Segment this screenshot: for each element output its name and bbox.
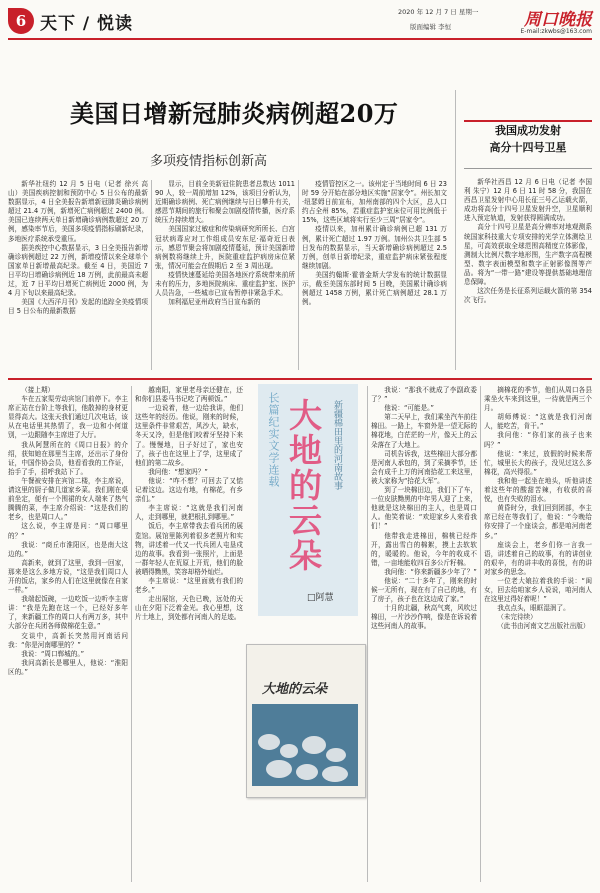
- column-rule: [151, 180, 152, 370]
- page-number: 6: [8, 8, 34, 34]
- column-rule: [455, 90, 456, 370]
- side-headline-line-2: 高分十四号卫星: [489, 141, 567, 154]
- email-line: E-mail:zkwbs@163.com: [520, 28, 592, 35]
- feature-col-3: 我说：“那我不就成了李副政委了？” 他说：“可能是。” 第二天早上，我们乘坐汽车前往棉田。一路上，车窗外是一望无际的棉花地，白茫茫的一片，像天上的云朵落在了大地上。 司机告诉我，这些棉田大部分都是河南人承包的，到了采摘季节，还会有成千上万的河南拾花工来这里，被大家称为“拾花大军”。 到了一块棉田边，我们下了车，一位皮肤黝黑的中年男人迎了上来，他就是这块棉田的主人，也是周口人。他笑着说：“欢迎家乡人来看我们！” 他带我走进棉田，棉桃已经炸开，露出雪白的棉絮，摸上去软软的，暖暖的。他说，今年的收成不错，一亩地能收四百多公斤籽棉。 我问他：“你来新疆多少年了？” 他说：“二十多年了，刚来的时候一无所有，现在有了自己的地，有了房子，孩子也在这边成了家。” 十月的北疆，秋高气爽，风吹过棉田，一片沙沙作响，像是在诉说着这些河南人的故事。: [371, 386, 477, 631]
- column-rule: [480, 386, 481, 882]
- column-rule: [298, 180, 299, 370]
- series-tag: 长篇纪实文学连载: [267, 392, 280, 488]
- date-line: 2020 年 12 月 7 日 星期一: [398, 8, 479, 16]
- main-story-col-3: 疫情管控区之一。该州定于当地时间 6 日 23 时 59 分开始在部分地区实施“居家令”。州长加文·纽瑟姆日前宣布，加州南部的四个大区，总人口约占全州 85%，若重症监护室床位可用比例低于 15%，这些区域将实行至少三周“居家令”。 疫情以来，加州累计确诊病例已超 131 万例，累计死亡超过 1.97 万例。加州公共卫生部 5 日发布的数据显示，当天新增确诊病例超过 2.5 万例，创单日新增纪录，重症监护病床紧张程度继续加剧。 美国约翰斯·霍普金斯大学发布的统计数据显示，截至美国东部时间 5 日晚，美国累计确诊病例超过 1458 万例，累计死亡病例超过 28.1 万例。: [302, 180, 447, 307]
- column-rule: [367, 386, 368, 882]
- column-rule: [131, 386, 132, 882]
- side-headline-line-1: 我国成功发射: [495, 124, 561, 137]
- side-story-body: 新华社西昌 12 月 6 日电（记者 李国利 朱宁）12 月 6 日 11 时 58 分，我国在西昌卫星发射中心用长征三号乙运载火箭，成功将高分十四号卫星发射升空，卫星顺利进入预定轨道，发射获得圆满成功。 高分十四号卫星是高分辨率对地观测系统国家科技重大专项安排的光学立体测绘卫星，可高效获取全球范围高精度立体影像，测制大比例尺数字地形图，生产数字高程模型、数字表面模型和数字正射影像图等产品。将为“一带一路”建设等提供基础地理信息保障。 这次任务是长征系列运载火箭的第 354 次飞行。: [464, 178, 592, 305]
- book-title: 大地的云朵: [284, 398, 323, 573]
- main-story-col-1: 新华社纽约 12 月 5 日电（记者 徐兴 高山）美国疾病控制和预防中心 5 日公布的最新数据显示，4 日全美报告新增新冠肺炎确诊病例超过 21.4 万例，新增死亡病例超过 2400 例。美国已连续两天单日新增确诊病例数超过 20 万例，感染率节后，美国多项疫情指标刷新纪录，多地医疗系统承受重压。 据美疾控中心数据显示，3 日全美报告新增确诊病例超过 22 万例，新增疫情以来全球单个国家单日新增最高纪录。截至 4 日，美国近 7 日平均日增确诊病例近 18 万例，此前最高未超过，近 7 日平均日增死亡病例近 2000 例，为 4 月下旬以来最高纪录。 美国《大西洋月刊》发起的追踪全美疫情项目 5 日公布的最新数据: [8, 180, 148, 316]
- cover-illustration: [252, 704, 358, 786]
- section-title: 天下 / 悦读: [40, 14, 134, 34]
- book-author: □阿慧: [307, 593, 334, 603]
- book-subtitle: 新疆棉田里的河南故事: [332, 400, 342, 490]
- feature-col-4: 摘棉花的季节，他们从周口各县乘坐火车来到这里，一待就是两三个月。 胡师傅说：“这就是我们河南人，能吃苦，肯干。” 我问他：“你们家的孩子也来吗？” 他说：“来过，放假的时候来帮忙，城里长大的孩子，没见过这么多棉花，高兴得很。” 我和他一起坐在地头，听他讲述着这些年的酸甜苦辣，有收获的喜悦，也有失败的泪水。 黄昏时分，我们回到团部，李主席已经在等我们了，他说：“今晚给你安排了一个座谈会，都是咱河南老乡。” 座谈会上，老乡们你一言我一语，讲述着自己的故事，有的讲创业的艰辛，有的讲丰收的喜悦，有的讲对家乡的思念。 一位老大娘拉着我的手说：“闺女，回去给咱家乡人说说，咱河南人在这里过得好着呢！” 我点点头，眼眶湿润了。 （未完待续） （此书由河南文艺出版社出版）: [484, 386, 592, 631]
- feature-col-2: 越南阳，家里老母亲还健在，还和你们县委马书记吃了两顿饭。” 一边说着，他一边给我讲，他们这些年的经历。他说，刚来的时候，这里条件非常艰苦，风沙大，缺水，冬天又冷，但是他们咬着牙坚持下来了。慢慢地，日子好过了，家也安了，孩子也在这里上了学，这里成了他们的第二故乡。 我问他：“想家吗？” 他说：“咋不想？可回去了又惦记着这边。这边有地，有棉花，有乡亲们。” 李主席说：“这就是我们河南人，走到哪里，就把根扎到哪里。” 饭后，李主席带我去看兵团的展览馆。展馆里陈列着很多老照片和实物，讲述着一代又一代兵团人屯垦戍边的故事。我看到一张照片，上面是一群年轻人在荒原上开荒，他们的脸被晒得黝黑，笑容却格外灿烂。 李主席说：“这里面就有我们的老乡。” 走出展馆，天色已晚，远处的天山在夕阳下泛着金光。我心里想，这片土地上，到处都有河南人的足迹。: [135, 386, 243, 622]
- header-rule: [8, 38, 592, 40]
- side-story-headline-box: [464, 120, 592, 169]
- editor-line: 版面编辑 李恒: [410, 23, 452, 31]
- main-story-col-2: 显示，目前全美新冠住院患者总数达 101190 人，较一周前增加 12%，该项目分析认为，近期确诊病例、死亡病例继续与日日攀升有关，感恩节期间的旅行和聚会加剧疫情传播，医疗系统压力持续增大。 美国国家过敏症和传染病研究所所长、白宫冠状病毒应对工作组成员安东尼·福奇近日表示，感恩节聚会将加剧疫情蔓延，预计美国新增病例数将继续上升，医院重症监护病房床位紧张，情况可能会在假期后 2 至 3 周出现。 疫情快速蔓延给美国各地医疗系统带来前所未有的压力，多地医院病床、重症监护室、医护人员告急，一些城市已宣布暂停非紧急手术。 加利福尼亚州政府当日宣布新的: [155, 180, 295, 307]
- main-subhead: 多项疫情指标创新高: [150, 154, 268, 169]
- cover-title: 大地的云朵: [262, 682, 328, 697]
- feature-col-1: （接上期） 车在五家渠劳动宾馆门前停下。李主席正站在台阶上等我们，他散掉的身材更显得高大。这张天我们通过几次电话，该从在电话里其热情了，我一边和小何道别，一边跟随李主席进了大厅。 我从阿慧所在的《周口日报》的介绍，获知她在那里当主席，还出示了身份证，中国作协会员，他看看我的工作证，抬手了手，招呼我站下了。 午餐被安排在宾馆二楼，李主席说，请这里的厨子做几道家乡菜。我们刚在桌前坐定，便有一个围裙的女人端来了热气腾腾的菜，李主席介绍说：“这是我们的老乡，也是周口人。” 这么说，李主席是问：“周口哪里的？” 我说：“商丘市淮阳区，也是南大这边的。” 高新来，就到了这里，我到一回家，那来是这么多地方说，“这是我们周口人开的饭店，家乡的人们在这里就像在自家一样。” 我端起饭碗，一边吃饭一边听李主席讲：“我是先跑在这一个，已经好多年了，来新疆工作的周口人有两万多，其中大部分在兵团各师做棉花生意。” 交谈中，高新长突然用河南话问我：“你是河南哪里的？” 我说：“周口郸城的。” 我问高新长是哪里人，他说：“淮阳区的。”: [8, 386, 128, 676]
- main-headline: 美国日增新冠肺炎病例超20万: [70, 99, 399, 128]
- newspaper-logo: 周口晚报: [524, 10, 592, 30]
